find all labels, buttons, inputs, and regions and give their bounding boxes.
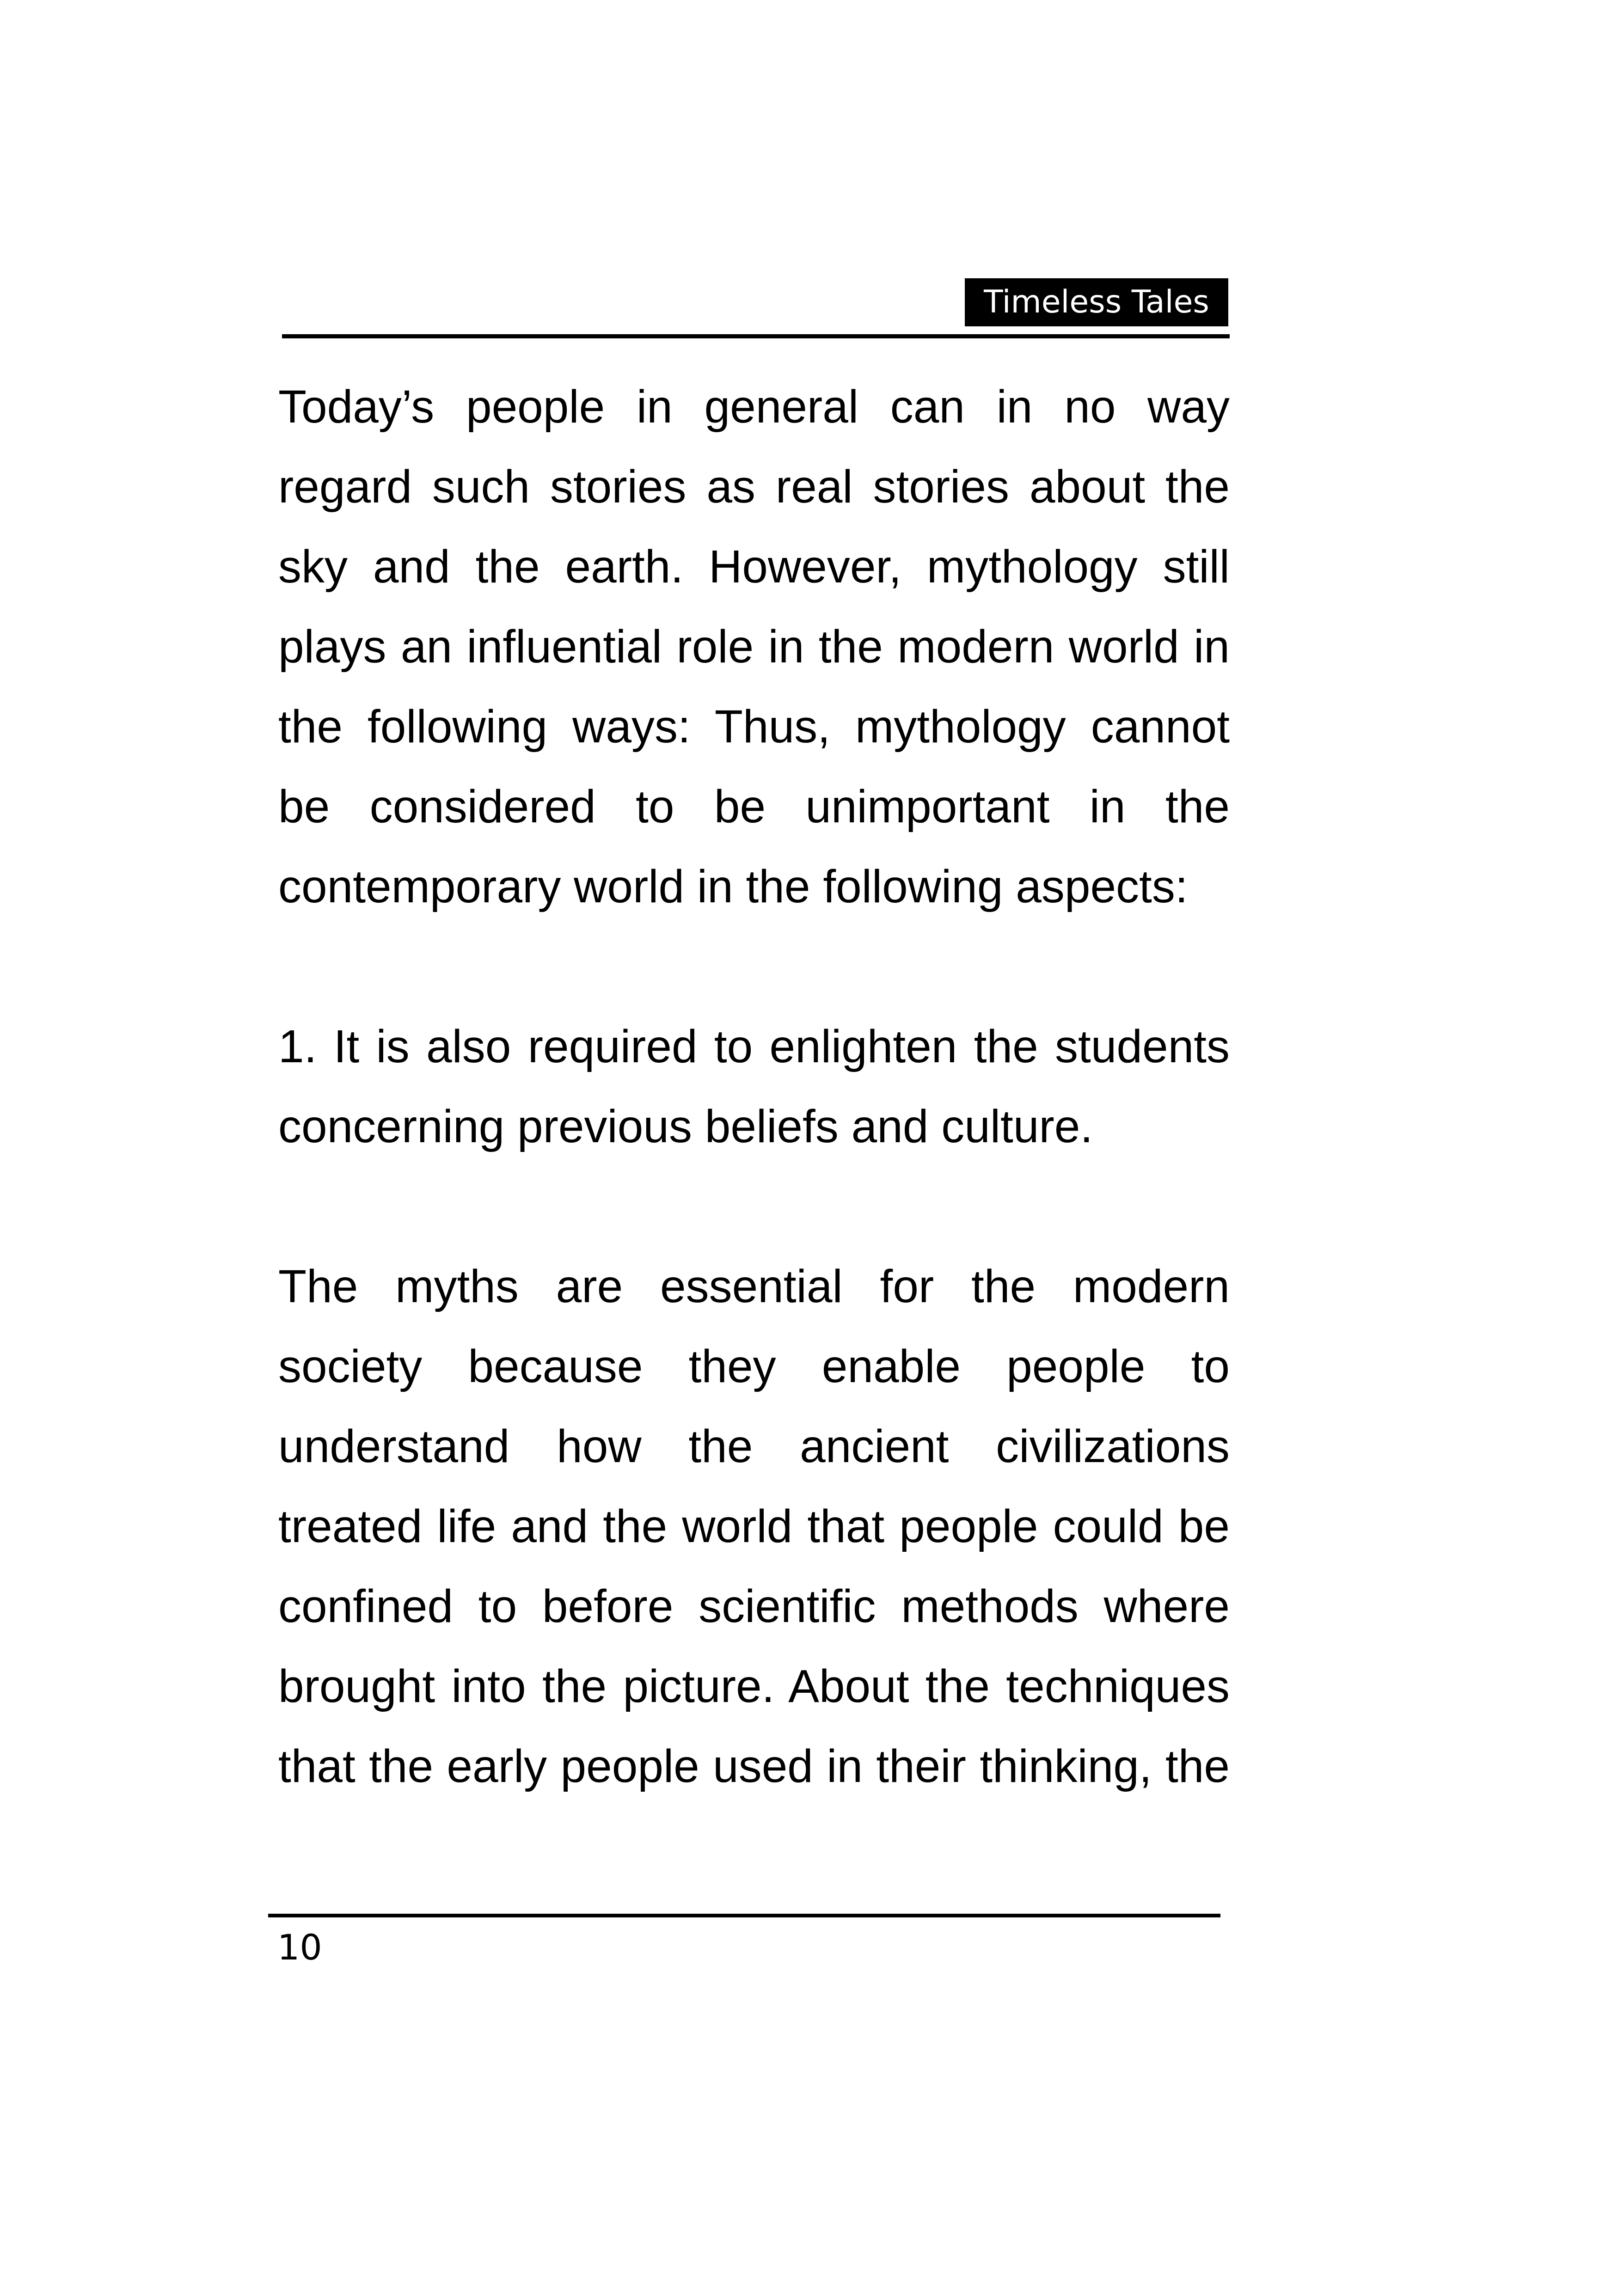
text-line: concerning previous beliefs and culture. — [278, 1101, 1093, 1152]
text-line: treated life and the world that people could be — [278, 1500, 1230, 1552]
text-line: understand how the ancient civilizations — [278, 1420, 1230, 1472]
footer-divider — [268, 1914, 1220, 1917]
text-line: regard such stories as real stories about the — [278, 461, 1230, 513]
text-line: The myths are essential for the modern — [278, 1261, 1230, 1312]
paragraph-list-item-1 — [278, 1007, 1230, 1167]
text-line: that the early people used in their thinking, the — [278, 1740, 1230, 1792]
paragraph-intro — [278, 367, 1230, 927]
page-body — [278, 367, 1230, 1806]
text-line: 1. It is also required to enlighten the students — [278, 1021, 1230, 1072]
text-line: plays an influential role in the modern world in — [278, 621, 1230, 673]
text-line: confined to before scientific methods where — [278, 1580, 1230, 1632]
paragraph-myths — [278, 1247, 1230, 1806]
text-line: contemporary world in the following aspects: — [278, 861, 1188, 912]
text-line: society because they enable people to — [278, 1341, 1230, 1392]
text-line: be considered to be unimportant in the — [278, 781, 1230, 833]
text-line: Today’s people in general can in no way — [278, 381, 1230, 433]
text-line: brought into the picture. About the techniques — [278, 1660, 1230, 1712]
running-header-title: Timeless Tales — [965, 278, 1228, 326]
text-line: sky and the earth. However, mythology still — [278, 541, 1230, 593]
text-line: the following ways: Thus, mythology cannot — [278, 701, 1230, 753]
page-number: 10 — [277, 1927, 322, 1968]
header-divider — [282, 334, 1230, 338]
